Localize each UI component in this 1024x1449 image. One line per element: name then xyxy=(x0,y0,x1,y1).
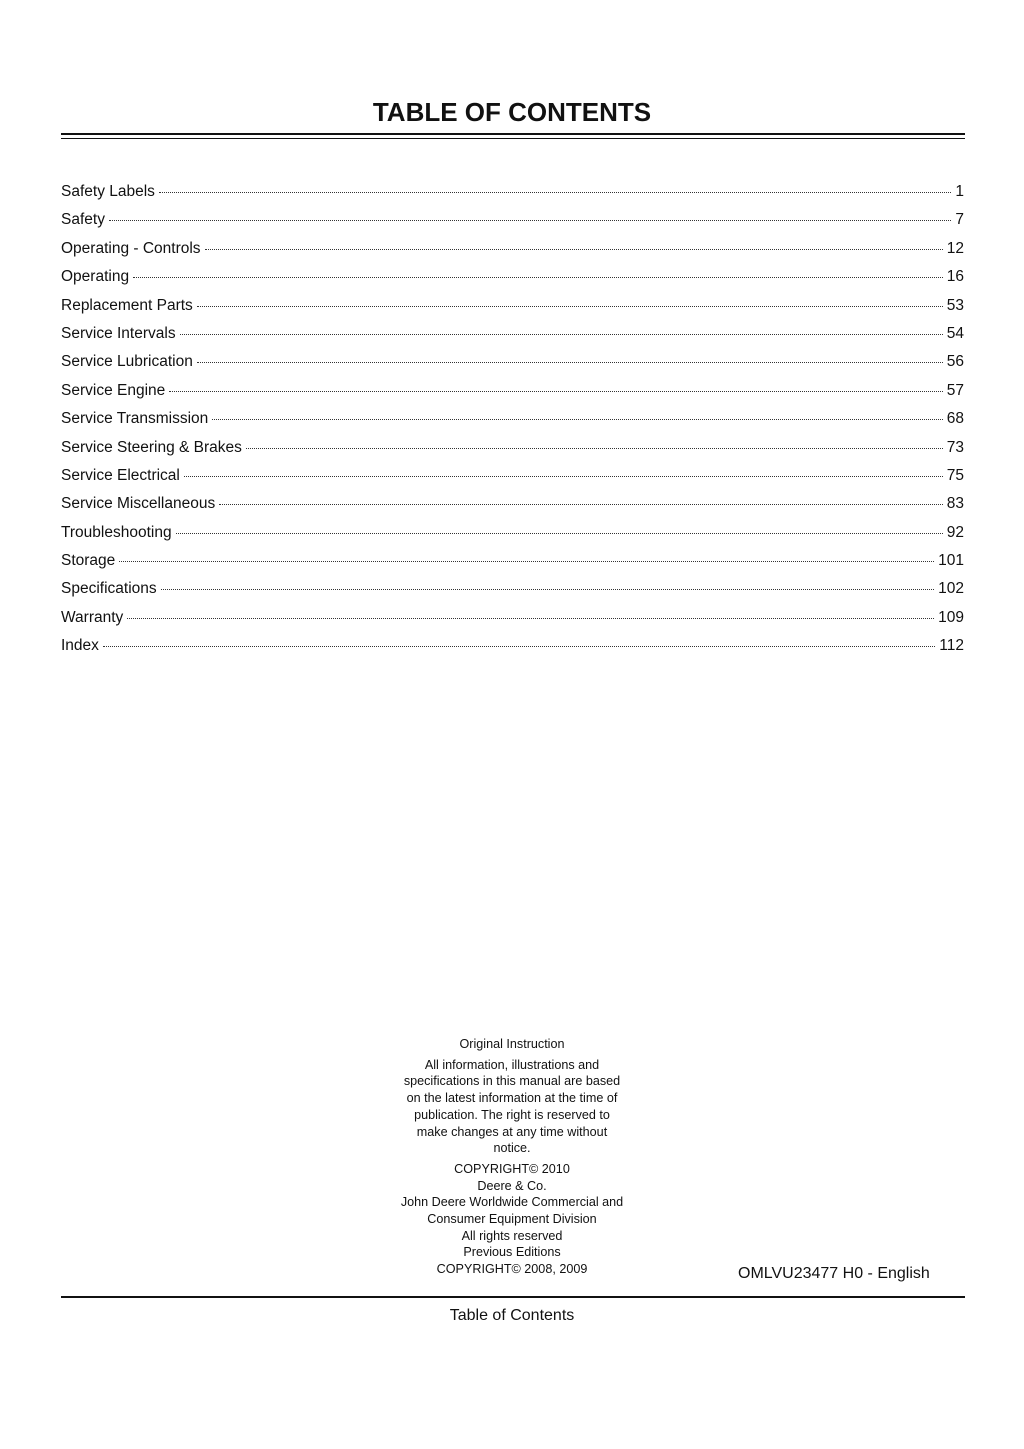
toc-dot-leader xyxy=(219,504,943,505)
toc-entry-page: 68 xyxy=(946,410,964,428)
toc-dot-leader xyxy=(180,334,943,335)
toc-entry-page: 56 xyxy=(946,353,964,371)
toc-entry[interactable] xyxy=(61,524,964,552)
toc-dot-leader xyxy=(161,589,934,590)
toc-entry-page: 16 xyxy=(946,268,964,286)
toc-dot-leader xyxy=(176,533,943,534)
toc-entry-label: Specifications xyxy=(61,580,157,598)
toc-dot-leader xyxy=(184,476,943,477)
toc-dot-leader xyxy=(119,561,934,562)
toc-entry[interactable] xyxy=(61,439,964,467)
notice-body-line: on the latest information at the time of xyxy=(406,1091,618,1106)
toc-entry-page: 109 xyxy=(938,608,964,626)
toc-entry-page: 101 xyxy=(938,552,964,570)
notice-body-line: notice. xyxy=(493,1141,531,1156)
toc-dot-leader xyxy=(197,306,943,307)
toc-entry-label: Safety xyxy=(61,211,105,229)
toc-dot-leader xyxy=(109,220,951,221)
title-double-rule xyxy=(61,133,965,139)
toc-entry-page: 83 xyxy=(946,495,964,513)
toc-entry-label: Service Electrical xyxy=(61,466,180,484)
toc-entry[interactable] xyxy=(61,268,964,296)
toc-dot-leader xyxy=(169,391,942,392)
toc-entry-label: Service Steering & Brakes xyxy=(61,438,242,456)
footer-rule xyxy=(61,1296,965,1298)
notice-copyright xyxy=(362,1161,662,1278)
toc-entry-page: 112 xyxy=(939,637,964,655)
toc-entry[interactable] xyxy=(61,580,964,608)
footer-section-label: Table of Contents xyxy=(449,1307,575,1324)
toc-entry-page: 7 xyxy=(955,211,964,229)
toc-entry[interactable] xyxy=(61,637,964,665)
toc-entry[interactable] xyxy=(61,211,964,239)
toc-entry-label: Safety Labels xyxy=(61,183,155,200)
toc-entry[interactable] xyxy=(61,467,964,495)
toc-dot-leader xyxy=(103,646,935,647)
toc-entry-page: 92 xyxy=(946,523,964,541)
document-code: OMLVU23477 H0 - English xyxy=(738,1265,930,1282)
toc-entry-label: Service Miscellaneous xyxy=(61,495,216,513)
notice-body-line: publication. The right is reserved to xyxy=(414,1107,610,1122)
copyright-notice xyxy=(362,1036,662,1278)
toc-entry-label: Operating - Controls xyxy=(61,239,201,257)
toc-entry-page: 54 xyxy=(946,324,964,342)
copyright-line: All rights reserved xyxy=(461,1228,563,1243)
table-of-contents xyxy=(61,183,964,666)
notice-heading: Original Instruction xyxy=(459,1037,565,1051)
toc-entry[interactable] xyxy=(61,325,964,353)
toc-dot-leader xyxy=(159,192,951,193)
toc-entry[interactable] xyxy=(61,410,964,438)
toc-entry-page: 73 xyxy=(946,438,964,456)
toc-entry[interactable] xyxy=(61,609,964,637)
toc-entry[interactable] xyxy=(61,552,964,580)
toc-entry-page: 53 xyxy=(946,296,964,314)
page-title: TABLE OF CONTENTS xyxy=(372,97,652,127)
notice-body-line: make changes at any time without xyxy=(416,1124,608,1139)
toc-entry-page: 102 xyxy=(938,580,964,598)
toc-dot-leader xyxy=(205,249,943,250)
toc-dot-leader xyxy=(127,618,934,619)
copyright-line: COPYRIGHT© 2010 xyxy=(454,1161,570,1176)
toc-dot-leader xyxy=(212,419,942,420)
toc-entry[interactable] xyxy=(61,240,964,268)
copyright-line: Deere & Co. xyxy=(477,1178,547,1193)
toc-entry-page: 1 xyxy=(955,183,964,200)
copyright-line: COPYRIGHT© 2008, 2009 xyxy=(436,1262,588,1277)
toc-entry[interactable] xyxy=(61,353,964,381)
toc-dot-leader xyxy=(246,448,943,449)
toc-entry-label: Replacement Parts xyxy=(61,296,193,314)
toc-entry-label: Service Transmission xyxy=(61,410,209,428)
toc-entry-label: Service Intervals xyxy=(61,324,176,342)
toc-entry-label: Storage xyxy=(61,552,116,570)
toc-entry-label: Service Engine xyxy=(61,381,166,399)
toc-entry-label: Troubleshooting xyxy=(61,523,172,541)
copyright-line: John Deere Worldwide Commercial and xyxy=(400,1195,624,1210)
toc-entry-label: Service Lubrication xyxy=(61,353,193,371)
toc-entry-page: 57 xyxy=(946,381,964,399)
toc-entry-page: 12 xyxy=(946,239,964,257)
copyright-line: Consumer Equipment Division xyxy=(427,1212,597,1227)
notice-body xyxy=(362,1057,662,1157)
toc-entry-page: 75 xyxy=(946,466,964,484)
toc-entry[interactable] xyxy=(61,495,964,523)
toc-entry-label: Warranty xyxy=(61,608,124,626)
copyright-line: Previous Editions xyxy=(463,1245,561,1260)
toc-entry[interactable] xyxy=(61,297,964,325)
toc-entry[interactable] xyxy=(61,382,964,410)
notice-body-line: specifications in this manual are based xyxy=(403,1074,621,1089)
toc-entry-label: Index xyxy=(61,637,99,655)
toc-dot-leader xyxy=(197,362,943,363)
toc-entry-label: Operating xyxy=(61,268,130,286)
notice-body-line: All information, illustrations and xyxy=(424,1057,600,1072)
toc-dot-leader xyxy=(133,277,943,278)
toc-entry[interactable] xyxy=(61,183,964,211)
